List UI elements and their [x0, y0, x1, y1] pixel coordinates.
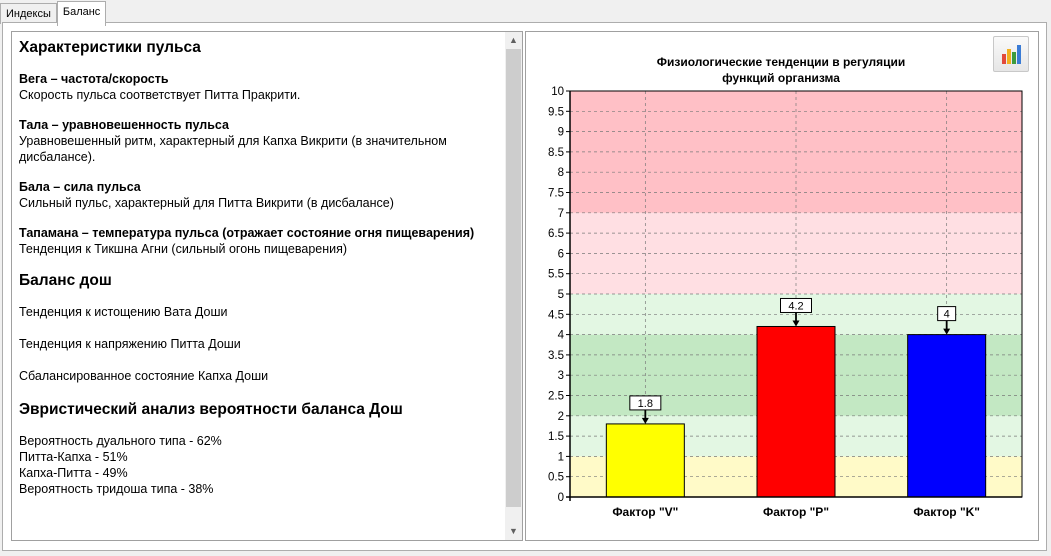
tala-desc: Уравновешенный ритм, характерный для Капха Викрити (в значительном дисбалансе). — [19, 134, 447, 164]
y-tick-label: 8.5 — [548, 146, 564, 159]
data-label: 4 — [943, 308, 950, 321]
balance-item-pitta: Тенденция к напряжению Питта Доши — [19, 337, 241, 351]
x-tick-label: Фактор "K" — [913, 505, 981, 519]
y-tick-label: 6 — [557, 248, 564, 261]
data-label: 1.8 — [637, 397, 653, 410]
bar-chart — [526, 32, 1038, 540]
vega-block — [19, 71, 499, 103]
tab-indexes[interactable]: Индексы — [0, 3, 57, 24]
x-tick-label: Фактор "V" — [612, 505, 679, 519]
y-tick-label: 3 — [557, 370, 564, 383]
section-title-heuristic: Эвристический анализ вероятности баланса Дош — [19, 401, 403, 418]
y-tick-label: 1.5 — [548, 431, 564, 444]
y-tick-label: 3.5 — [548, 349, 564, 362]
y-tick-label: 1 — [557, 451, 564, 464]
y-tick-label: 9.5 — [548, 106, 564, 119]
bala-desc: Сильный пульс, характерный для Питта Викрити (в дисбалансе) — [19, 196, 394, 210]
heuristic-item-tridosha: Вероятность тридоша типа - 38% — [19, 482, 214, 496]
y-tick-label: 7 — [557, 207, 564, 220]
y-tick-label: 5.5 — [548, 268, 564, 281]
vega-title: Вега – частота/скорость — [19, 72, 169, 86]
y-tick-label: 4.5 — [548, 309, 564, 322]
balance-item-vata: Тенденция к истощению Вата Доши — [19, 305, 228, 319]
tab-balance[interactable]: Баланс — [57, 1, 106, 26]
tapamana-block — [19, 225, 499, 257]
x-tick-label: Фактор "P" — [762, 505, 830, 519]
balance-item-kapha: Сбалансированное состояние Капха Доши — [19, 369, 269, 383]
tapamana-desc: Тенденция к Тикшна Агни (сильный огонь пищеварения) — [19, 242, 348, 256]
tab-strip — [0, 3, 106, 23]
y-tick-label: 5 — [557, 289, 564, 301]
bala-title: Бала – сила пульса — [19, 180, 141, 194]
y-tick-label: 0.5 — [548, 471, 564, 484]
tala-block — [19, 117, 499, 165]
section-title-pulse: Характеристики пульса — [19, 39, 201, 56]
data-label: 4.2 — [788, 300, 804, 313]
chart-panel — [525, 31, 1039, 541]
bar-2 — [908, 335, 986, 497]
bala-block — [19, 179, 499, 211]
tapamana-title: Тапамана – температура пульса (отражает состояние огня пищеварения) — [19, 226, 475, 240]
y-tick-label: 2.5 — [548, 390, 564, 403]
chart-title: Физиологические тенденции в регуляции функций организма — [656, 55, 906, 85]
scrollbar-thumb[interactable] — [506, 49, 521, 507]
y-tick-label: 6.5 — [548, 228, 564, 241]
scroll-up-icon[interactable]: ▲ — [509, 35, 518, 45]
tab-panel — [2, 22, 1047, 551]
tala-title: Тала – уравновешенность пульса — [19, 118, 229, 132]
y-tick-label: 8 — [557, 167, 564, 180]
vertical-scrollbar[interactable] — [505, 32, 522, 540]
heuristic-item-kapha-pitta: Капха-Питта - 49% — [19, 466, 128, 480]
y-tick-label: 0 — [557, 492, 564, 504]
y-tick-label: 4 — [557, 329, 564, 342]
y-tick-label: 10 — [551, 86, 564, 98]
y-tick-label: 2 — [557, 410, 564, 423]
bar-1 — [757, 326, 835, 497]
bar-0 — [606, 424, 684, 497]
scroll-down-icon[interactable]: ▼ — [509, 526, 518, 536]
section-title-dosha-balance: Баланс дош — [19, 272, 112, 289]
vega-desc: Скорость пульса соответствует Питта Пракрити. — [19, 88, 301, 102]
heuristic-item-dual: Вероятность дуального типа - 62% — [19, 434, 222, 448]
pulse-report-panel[interactable] — [11, 31, 523, 541]
y-tick-label: 7.5 — [548, 187, 564, 200]
y-tick-label: 9 — [557, 126, 564, 139]
heuristic-item-pitta-kapha: Питта-Капха - 51% — [19, 450, 128, 464]
